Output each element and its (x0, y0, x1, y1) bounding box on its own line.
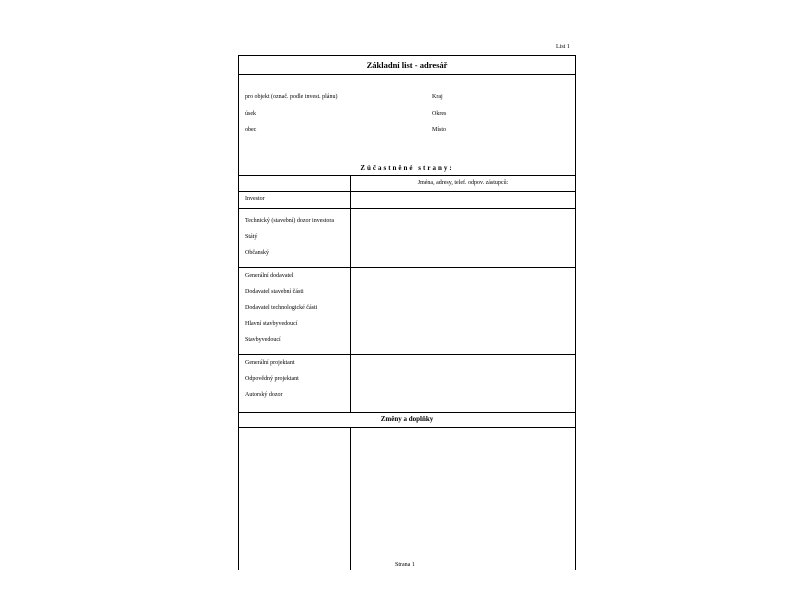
info-region-label: Kraj (432, 94, 443, 100)
site-manager-label: Stavbyvedoucí (245, 337, 281, 343)
technology-contractor-label: Dodavatel technologické části (245, 305, 318, 311)
chief-site-manager-label: Hlavní stavbyvedoucí (245, 321, 298, 327)
row-divider (239, 208, 575, 209)
changes-heading: Změny a doplňky (380, 415, 434, 423)
table-column-divider (350, 175, 351, 412)
info-municipality-label: obec (245, 127, 257, 133)
changes-column-divider (350, 427, 351, 570)
form-title: Základní list - adresář (366, 60, 448, 70)
info-place-label: Místo (432, 127, 447, 133)
investor-label: Investor (245, 196, 265, 202)
responsible-designer-label: Odpovědný projektant (245, 376, 299, 382)
row-divider (239, 267, 575, 268)
form-frame (238, 55, 576, 570)
row-divider (239, 354, 575, 355)
sheet-label: List 1 (556, 44, 570, 50)
page-footer: Strana 1 (395, 562, 415, 568)
info-section-label: úsek (245, 111, 256, 117)
general-designer-label: Generální projektant (245, 360, 295, 366)
general-contractor-label: Generální dodavatel (245, 273, 294, 279)
contact-column-header: Jména, adresy, telef. odpov. zástupců: (417, 180, 509, 186)
table-bottom-line (239, 412, 575, 413)
parties-heading: Zúčastněné strany: (360, 164, 454, 172)
changes-header-line (239, 427, 575, 428)
construction-contractor-label: Dodavatel stavební části (245, 289, 304, 295)
info-district-label: Okres (432, 111, 447, 117)
table-header-line (239, 191, 575, 192)
info-object-label: pro objekt (označ. podle invest. plánu) (245, 94, 338, 100)
table-top-line (239, 175, 575, 176)
supervision-state-label: Státý (245, 234, 258, 240)
supervision-technical-label: Technický (stavební) dozor investora (245, 218, 335, 224)
supervision-civic-label: Občanský (245, 250, 269, 256)
author-supervision-label: Autorský dozor (245, 392, 283, 398)
title-divider (239, 74, 575, 75)
